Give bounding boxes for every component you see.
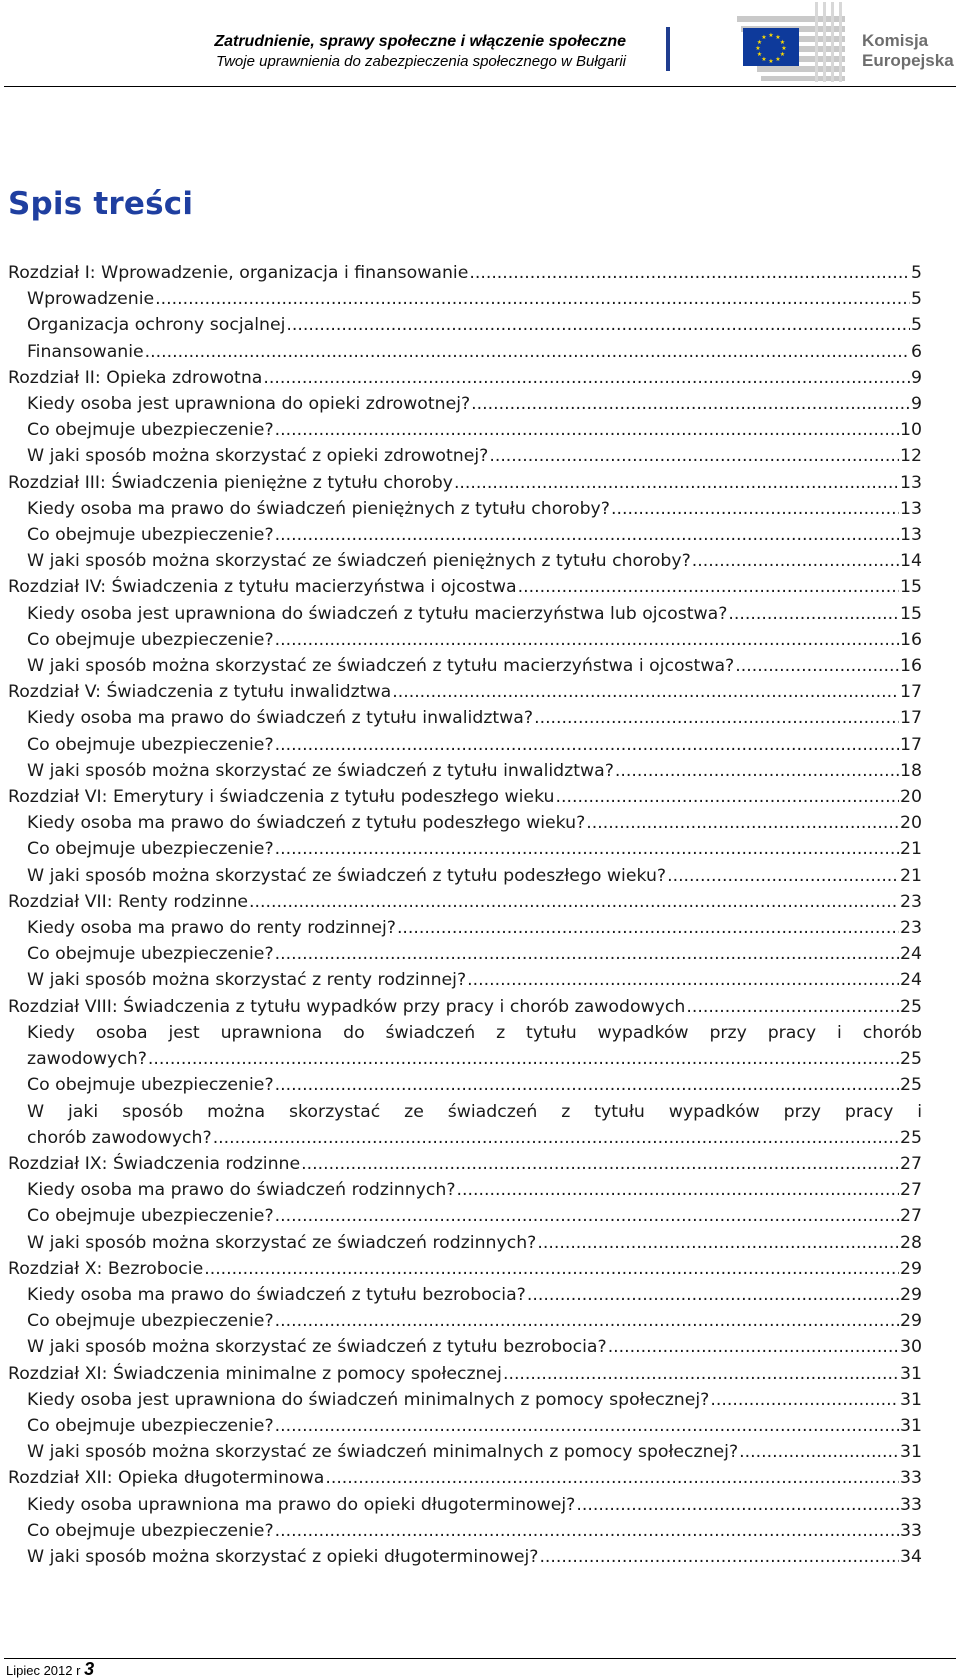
header-department: Zatrudnienie, sprawy społeczne i włączenie społeczne: [214, 33, 626, 50]
toc-page-number: 25: [900, 1075, 922, 1096]
header-subtitle: Twoje uprawnienia do zabezpieczenia społecznego w Bułgarii: [216, 53, 626, 70]
toc-section-entry[interactable]: [8, 312, 922, 338]
dot-leader: [155, 286, 910, 312]
toc-entry-text: Finansowanie: [27, 341, 144, 362]
dot-leader: [148, 1046, 899, 1072]
dot-leader: [667, 863, 899, 889]
dot-leader: [301, 1151, 899, 1177]
dot-leader: [467, 967, 899, 993]
toc-page-number: 33: [900, 1520, 922, 1541]
dot-leader: [503, 1361, 899, 1387]
toc-page-number: 20: [900, 787, 922, 808]
toc-section-entry[interactable]: [8, 1518, 922, 1544]
toc-section-entry[interactable]: [8, 915, 922, 941]
dot-leader: [275, 1203, 899, 1229]
toc-section-entry[interactable]: [8, 1439, 922, 1465]
toc-entry-text: W jaki sposób można skorzystać ze świadczeń z tytułu inwalidztwa?: [27, 760, 614, 781]
dot-leader: [454, 470, 899, 496]
header-text: [214, 32, 626, 72]
toc-entry-text: Kiedy osoba ma prawo do świadczeń z tytułu podeszłego wieku?: [27, 813, 586, 834]
dot-leader: [275, 836, 899, 862]
toc-page-number: 10: [900, 420, 922, 441]
toc-section-entry[interactable]: [8, 1334, 922, 1360]
toc-entry-text: W jaki sposób można skorzystać z opieki długoterminowej?: [27, 1546, 539, 1567]
toc-entry-text: Organizacja ochrony socjalnej: [27, 315, 286, 336]
toc-page-number: 21: [900, 865, 922, 886]
toc-page-number: 18: [900, 760, 922, 781]
toc-entry-text: W jaki sposób można skorzystać ze świadczeń z tytułu podeszłego wieku?: [27, 865, 667, 886]
toc-entry-text: Kiedy osoba ma prawo do świadczeń z tytułu inwalidztwa?: [27, 708, 534, 729]
toc-entry-text: Co obejmuje ubezpieczenie?: [27, 944, 274, 965]
toc-section-entry[interactable]: [8, 496, 922, 522]
dot-leader: [213, 1125, 899, 1151]
toc-entry-text: Co obejmuje ubezpieczenie?: [27, 525, 274, 546]
toc-section-entry[interactable]: [8, 1544, 922, 1570]
toc-section-entry[interactable]: [8, 653, 922, 679]
dot-leader: [275, 1413, 899, 1439]
dot-leader: [204, 1256, 899, 1282]
toc-chapter-entry[interactable]: [8, 1151, 922, 1177]
dot-leader: [489, 443, 899, 469]
dot-leader: [586, 810, 899, 836]
page-footer: [6, 1659, 94, 1680]
header-rule: [4, 86, 956, 87]
toc-section-entry[interactable]: [8, 627, 922, 653]
toc-entry-text: W jaki sposób można skorzystać ze świadczeń minimalnych z pomocy społecznej?: [27, 1442, 739, 1463]
dot-leader: [275, 941, 899, 967]
toc-section-entry[interactable]: [8, 417, 922, 443]
dot-leader: [608, 1334, 899, 1360]
toc-section-entry[interactable]: [8, 863, 922, 889]
toc-page-number: 20: [900, 813, 922, 834]
toc-page-number: 5: [911, 289, 922, 310]
svg-text:★: ★: [755, 45, 761, 52]
toc-page-number: 23: [900, 918, 922, 939]
toc-entry-text: Kiedy osoba ma prawo do świadczeń rodzinnych?: [27, 1180, 456, 1201]
toc-section-entry[interactable]: [8, 967, 922, 993]
toc-section-entry[interactable]: [8, 1387, 922, 1413]
dot-leader: [539, 1544, 899, 1570]
dot-leader: [275, 1072, 899, 1098]
dot-leader: [275, 1518, 899, 1544]
svg-text:★: ★: [761, 34, 767, 41]
toc-section-entry[interactable]: [8, 758, 922, 784]
toc-page-number: 28: [900, 1232, 922, 1253]
dot-leader: [249, 889, 899, 915]
toc-chapter-entry[interactable]: [8, 470, 922, 496]
dot-leader: [263, 365, 910, 391]
toc-page-number: 24: [900, 944, 922, 965]
dot-leader: [275, 522, 899, 548]
toc-entry-text: Wprowadzenie: [27, 289, 155, 310]
dot-leader: [286, 312, 910, 338]
toc-page-number: 5: [911, 315, 922, 336]
dot-leader: [457, 1177, 899, 1203]
toc-chapter-entry[interactable]: [8, 784, 922, 810]
toc-entry-text: Rozdział II: Opieka zdrowotna: [8, 367, 263, 388]
toc-page-number: 13: [900, 498, 922, 519]
toc-page-number: 17: [900, 708, 922, 729]
toc-page-number: 17: [900, 734, 922, 755]
toc-chapter-entry[interactable]: [8, 1361, 922, 1387]
toc-page-number: 9: [911, 367, 922, 388]
toc-entry-text: Rozdział XII: Opieka długoterminowa: [8, 1468, 325, 1489]
toc-page-number: 27: [900, 1153, 922, 1174]
toc-section-entry[interactable]: [8, 601, 922, 627]
svg-text:★: ★: [775, 56, 781, 63]
toc-entry-text: W jaki sposób można skorzystać ze świadczeń pieniężnych z tytułu choroby?: [27, 551, 691, 572]
toc-entry-text: Kiedy osoba jest uprawniona do świadczeń minimalnych z pomocy społecznej?: [27, 1389, 710, 1410]
toc-page-number: 31: [900, 1415, 922, 1436]
toc-chapter-entry[interactable]: [8, 574, 922, 600]
toc-section-entry[interactable]: [8, 732, 922, 758]
svg-text:★: ★: [768, 32, 774, 39]
svg-text:★: ★: [779, 51, 786, 58]
toc-page-number: 5: [911, 263, 922, 283]
dot-leader: [611, 496, 899, 522]
toc-page-number: 27: [900, 1180, 922, 1201]
toc-page-number: 33: [900, 1468, 922, 1489]
toc-entry-text: Co obejmuje ubezpieczenie?: [27, 1206, 274, 1227]
footer-date: Lipiec 2012 r: [6, 1663, 81, 1678]
dot-leader: [471, 391, 910, 417]
toc-page-number: 25: [900, 996, 922, 1017]
toc-entry-text: Rozdział IV: Świadczenia z tytułu macierzyństwa i ojcostwa: [8, 577, 517, 598]
toc-entry-text: zawodowych?: [27, 1049, 147, 1070]
toc-page-number: 12: [900, 446, 922, 467]
toc-section-entry[interactable]: [8, 1020, 922, 1072]
svg-text:★: ★: [781, 45, 787, 52]
toc-page-number: 21: [900, 839, 922, 860]
toc-section-entry[interactable]: [8, 1413, 922, 1439]
dot-leader: [739, 1439, 899, 1465]
footer-page-number: 3: [84, 1659, 95, 1679]
toc-entry-text: Rozdział X: Bezrobocie: [8, 1258, 204, 1279]
table-of-contents: [8, 260, 922, 1570]
toc-page-number: 25: [900, 1127, 922, 1148]
toc-section-entry[interactable]: [8, 339, 922, 365]
logo-line-2: Europejska: [862, 51, 954, 70]
toc-page-number: 33: [900, 1494, 922, 1515]
toc-page-number: 31: [900, 1442, 922, 1463]
toc-page-number: 16: [900, 656, 922, 677]
dot-leader: [392, 679, 899, 705]
toc-page-number: 16: [900, 629, 922, 650]
toc-entry-text: Rozdział V: Świadczenia z tytułu inwalidztwa: [8, 682, 392, 703]
toc-entry-text: Co obejmuje ubezpieczenie?: [27, 420, 274, 441]
toc-entry-text: Kiedy osoba jest uprawniona do opieki zdrowotnej?: [27, 394, 471, 415]
toc-section-entry[interactable]: [8, 1203, 922, 1229]
svg-text:★: ★: [756, 51, 763, 58]
eu-flag-icon: [743, 28, 799, 66]
logo-line-1: Komisja: [862, 31, 929, 50]
toc-entry-text: Co obejmuje ubezpieczenie?: [27, 1520, 274, 1541]
toc-chapter-entry[interactable]: [8, 365, 922, 391]
toc-page-number: 29: [900, 1284, 922, 1305]
toc-entry-text: Co obejmuje ubezpieczenie?: [27, 629, 274, 650]
dot-leader: [576, 1492, 899, 1518]
svg-text:★: ★: [761, 56, 767, 63]
toc-entry-text: Co obejmuje ubezpieczenie?: [27, 1311, 274, 1332]
toc-page-number: 29: [900, 1311, 922, 1332]
toc-entry-text: W jaki sposób można skorzystać ze świadczeń z tytułu bezrobocia?: [27, 1337, 607, 1358]
svg-text:★: ★: [779, 39, 786, 46]
toc-page-number: 23: [900, 891, 922, 912]
dot-leader: [692, 548, 899, 574]
page-title: Spis treści: [8, 186, 194, 222]
toc-entry-text: Rozdział I: Wprowadzenie, organizacja i finansowanie: [8, 263, 469, 283]
dot-leader: [275, 732, 899, 758]
toc-entry-text-line1: W jaki sposób można skorzystać ze świadczeń z tytułu wypadków przy pracy i: [27, 1101, 922, 1122]
toc-page-number: 17: [900, 682, 922, 703]
dot-leader: [527, 1282, 899, 1308]
toc-entry-text: Co obejmuje ubezpieczenie?: [27, 839, 274, 860]
toc-section-entry[interactable]: [8, 1492, 922, 1518]
toc-page-number: 34: [900, 1546, 922, 1567]
toc-section-entry[interactable]: [8, 1177, 922, 1203]
toc-section-entry[interactable]: [8, 548, 922, 574]
toc-section-entry[interactable]: [8, 941, 922, 967]
toc-chapter-entry[interactable]: [8, 260, 922, 286]
toc-entry-text: W jaki sposób można skorzystać ze świadczeń z tytułu macierzyństwa i ojcostwa?: [27, 656, 735, 677]
toc-chapter-entry[interactable]: [8, 889, 922, 915]
toc-chapter-entry[interactable]: [8, 1256, 922, 1282]
dot-leader: [145, 339, 910, 365]
toc-entry-text: W jaki sposób można skorzystać z opieki zdrowotnej?: [27, 446, 489, 467]
toc-entry-text: chorób zawodowych?: [27, 1127, 212, 1148]
dot-leader: [537, 1230, 899, 1256]
dot-leader: [275, 1308, 899, 1334]
toc-section-entry[interactable]: [8, 391, 922, 417]
toc-section-entry[interactable]: [8, 705, 922, 731]
svg-text:★: ★: [768, 58, 774, 65]
toc-section-entry[interactable]: [8, 810, 922, 836]
toc-page-number: 13: [900, 472, 922, 493]
dot-leader: [275, 417, 899, 443]
toc-section-entry[interactable]: [8, 522, 922, 548]
toc-page-number: 13: [900, 525, 922, 546]
toc-page-number: 31: [900, 1363, 922, 1384]
toc-page-number: 31: [900, 1389, 922, 1410]
toc-entry-text: Rozdział VI: Emerytury i świadczenia z tytułu podeszłego wieku: [8, 787, 555, 808]
toc-entry-text: Co obejmuje ubezpieczenie?: [27, 1075, 274, 1096]
dot-leader: [710, 1387, 899, 1413]
toc-entry-text: Co obejmuje ubezpieczenie?: [27, 1415, 274, 1436]
dot-leader: [728, 601, 899, 627]
toc-chapter-entry[interactable]: [8, 679, 922, 705]
toc-page-number: 9: [911, 394, 922, 415]
dot-leader: [518, 574, 899, 600]
dot-leader: [275, 627, 899, 653]
toc-section-entry[interactable]: [8, 286, 922, 312]
toc-entry-text: W jaki sposób można skorzystać ze świadczeń rodzinnych?: [27, 1232, 537, 1253]
dot-leader: [735, 653, 899, 679]
svg-text:★: ★: [756, 39, 763, 46]
toc-section-entry[interactable]: [8, 1230, 922, 1256]
svg-text:★: ★: [775, 34, 781, 41]
dot-leader: [556, 784, 900, 810]
toc-chapter-entry[interactable]: [8, 994, 922, 1020]
dot-leader: [534, 705, 899, 731]
toc-entry-text: Rozdział VII: Renty rodzinne: [8, 891, 249, 912]
header-divider-bar: [666, 27, 670, 71]
footer-rule: [4, 1658, 956, 1659]
dot-leader: [325, 1465, 899, 1491]
toc-section-entry[interactable]: [8, 1282, 922, 1308]
dot-leader: [686, 994, 899, 1020]
toc-page-number: 27: [900, 1206, 922, 1227]
toc-entry-text: Kiedy osoba ma prawo do świadczeń z tytułu bezrobocia?: [27, 1284, 526, 1305]
commission-logo-text: [862, 31, 954, 71]
toc-section-entry[interactable]: [8, 1072, 922, 1098]
toc-entry-text: Co obejmuje ubezpieczenie?: [27, 734, 274, 755]
toc-entry-text: Rozdział VIII: Świadczenia z tytułu wypadków przy pracy i chorób zawodowych: [8, 996, 686, 1017]
toc-page-number: 25: [900, 1049, 922, 1070]
toc-chapter-entry[interactable]: [8, 1465, 922, 1491]
toc-entry-text: Kiedy osoba ma prawo do renty rodzinnej?: [27, 918, 396, 939]
toc-page-number: 15: [900, 603, 922, 624]
toc-page-number: 30: [900, 1337, 922, 1358]
dot-leader: [615, 758, 899, 784]
toc-entry-text: Kiedy osoba ma prawo do świadczeń pieniężnych z tytułu choroby?: [27, 498, 610, 519]
toc-entry-text: W jaki sposób można skorzystać z renty rodzinnej?: [27, 970, 467, 991]
toc-page-number: 6: [911, 341, 922, 362]
toc-section-entry[interactable]: [8, 443, 922, 469]
toc-entry-text: Rozdział III: Świadczenia pieniężne z tytułu choroby: [8, 472, 453, 493]
toc-page-number: 14: [900, 551, 922, 572]
toc-entry-text: Rozdział XI: Świadczenia minimalne z pomocy społecznej: [8, 1363, 502, 1384]
toc-entry-text: Kiedy osoba uprawniona ma prawo do opieki długoterminowej?: [27, 1494, 576, 1515]
page-header: [0, 0, 960, 88]
toc-entry-text: Kiedy osoba jest uprawniona do świadczeń z tytułu macierzyństwa lub ojcostwa?: [27, 603, 728, 624]
dot-leader: [397, 915, 899, 941]
toc-page-number: 29: [900, 1258, 922, 1279]
toc-section-entry[interactable]: [8, 836, 922, 862]
toc-section-entry[interactable]: [8, 1099, 922, 1151]
dot-leader: [469, 260, 910, 286]
toc-entry-text: Rozdział IX: Świadczenia rodzinne: [8, 1153, 301, 1174]
toc-page-number: 15: [900, 577, 922, 598]
toc-entry-text-line1: Kiedy osoba jest uprawniona do świadczeń z tytułu wypadków przy pracy i chorób: [27, 1022, 922, 1043]
toc-section-entry[interactable]: [8, 1308, 922, 1334]
toc-page-number: 24: [900, 970, 922, 991]
